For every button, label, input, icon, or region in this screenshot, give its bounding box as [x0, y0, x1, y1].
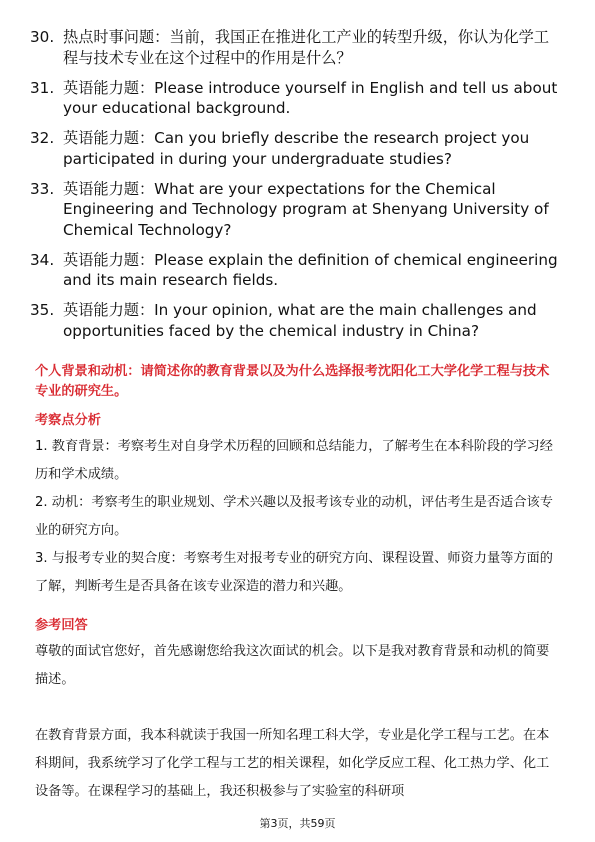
analysis-point: 3. 与报考专业的契合度：考察考生对报考专业的研究方向、课程设置、师资力量等方面的了解，判断考生是否具备在该专业深造的潜力和兴趣。 — [35, 551, 553, 594]
question-list — [30, 27, 560, 351]
answer-paragraph: 在教育背景方面，我本科就读于我国一所知名理工科大学，专业是化学工程与工艺。在本科期间，我系统学习了化学工程与工艺的相关课程，如化学反应工程、化工热力学、化工设备等。在课程学习的基础上，我还积极参与了实验室的科研项 — [35, 728, 550, 799]
answer-paragraph: 尊敬的面试官您好，首先感谢您给我这次面试的机会。以下是我对教育背景和动机的简要描述。 — [35, 644, 550, 687]
question-text: 英语能力题：Please explain the definition of chemical engineering and its main research fields. — [63, 250, 558, 289]
question-text: 英语能力题：In your opinion, what are the main challenges and opportunities faced by the chemical industry in China? — [63, 301, 537, 340]
topic-title: 个人背景和动机：请简述你的教育背景以及为什么选择报考沈阳化工大学化学工程与技术专业的研究生。 — [35, 364, 550, 399]
analysis-point: 1. 教育背景：考察考生对自身学术历程的回顾和总结能力，了解考生在本科阶段的学习经历和学术成绩。 — [35, 439, 553, 482]
list-item — [30, 179, 560, 241]
analysis-heading: 考察点分析 — [35, 413, 101, 428]
analysis-section — [35, 411, 560, 601]
list-item — [30, 300, 560, 341]
question-text: 热点时事问题：当前，我国正在推进化工产业的转型升级，你认为化学工程与技术专业在这个过程中的作用是什么？ — [63, 28, 549, 67]
question-number: 32. — [30, 129, 55, 147]
question-number: 31. — [30, 78, 55, 97]
question-number: 35. — [30, 301, 55, 319]
list-item — [30, 250, 560, 291]
answer-section — [35, 616, 560, 806]
question-number: 30. — [30, 28, 55, 46]
question-text: 英语能力题：Please introduce yourself in English and tell us about your educational background. — [63, 78, 558, 117]
list-item — [30, 27, 560, 68]
topic-section — [35, 362, 560, 402]
list-item — [30, 128, 560, 169]
question-text: 英语能力题：What are your expectations for the Chemical Engineering and Technology program at Shenyang University of Chemical Technology? — [63, 179, 549, 239]
analysis-point: 2. 动机：考察考生的职业规划、学术兴趣以及报考该专业的动机，评估考生是否适合该专业的研究方向。 — [35, 495, 553, 538]
question-number: 33. — [30, 179, 55, 198]
page-footer: 第3页，共59页 — [259, 817, 336, 830]
question-text: 英语能力题：Can you briefly describe the research project you participated in during your undergraduate studies? — [63, 129, 530, 168]
list-item — [30, 78, 560, 119]
answer-heading: 参考回答 — [35, 618, 88, 633]
question-number: 34. — [30, 250, 55, 269]
